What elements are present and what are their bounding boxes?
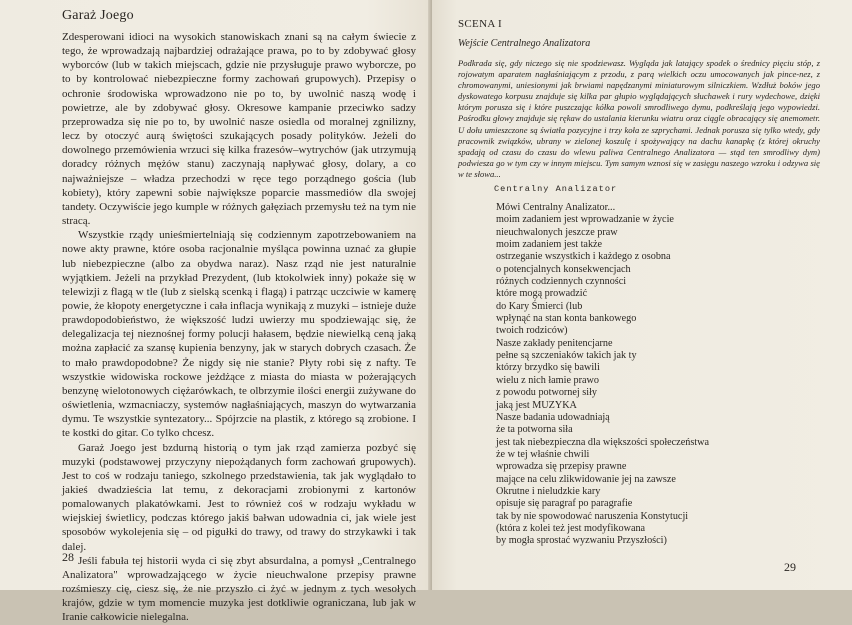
- paragraph: Wszystkie rządy unieśmiertelniają się codziennym zapotrzebowaniem na nowe akty prawne, które osoba racjonalnie myśląca powinna uznać za głupie lub niebezpieczne (albo za obydwa naraz). Nasz rząd nie jest naturalnie wyjątkiem. Jeżeli na przykład Prezydent, (lub ktokolwiek inny) pokaże się w telewizji z flagą w tle (lub z sielską scenką i flagą) i patrząc uczciwie w kamerę powie, że kłopoty energetyczne i cała inflacja wynikają z muzyki – istnieje duże prawdopodobieństwo, że większość ludzi uwierzy mu spodziewając się, że delegalizacja tej nieznośnej formy polucji hałasem, będzie niewielką ceną jaką można zapłacić za szansę kupienia benzyny, jak w starych dobrych czasach. Że to mało prawdopodobne? Że nigdy się nie stanie? Płyty robi się z nafty. Te wszystkie widowiska rockowe jeżdżące z miasta do miasta w pożerających benzynę wielotonowych ciężarówkach, te olbrzymie ilości energii zużywane do oświetlenia, wzmacniaczy, systemów nagłaśniających, maszyn do wytwarzania dymu. Te wszystkie syntezatory... Spójrzcie na plastik, z którego są zrobione. I te kostki do gitar. Co tylko chcesz.: [62, 229, 416, 440]
- verse-line: nieuchwalonych jeszcze praw: [496, 226, 618, 238]
- body-text: [62, 30, 416, 625]
- scene-title: SCENA I: [458, 18, 502, 30]
- verse-line: o potencjalnych konsekwencjach: [496, 263, 631, 275]
- verse-line: z powodu potwornej siły: [496, 387, 598, 399]
- verse-block: [496, 202, 826, 548]
- verse-line: do Kary Śmierci (lub: [496, 300, 583, 312]
- verse-line: że ta potworna siła: [496, 424, 573, 436]
- verse-line: twoich rodziców): [496, 325, 568, 337]
- verse-line: że w tej właśnie chwili: [496, 448, 590, 460]
- verse-line: jaką jest MUZYKA: [496, 399, 577, 411]
- verse-line: wprowadza się przepisy prawne: [496, 461, 627, 473]
- verse-line: Okrutne i nieludzkie kary: [496, 485, 601, 497]
- page-number: 28: [62, 550, 74, 564]
- verse-line: tak by nie spowodować naruszenia Konstytucji: [496, 510, 689, 522]
- verse-line: ostrzeganie wszystkich i każdego z osobna: [496, 251, 671, 263]
- verse-line: Mówi Centralny Analizator...: [496, 202, 616, 213]
- verse-line: wielu z nich łamie prawo: [496, 374, 599, 386]
- running-head: Garaż Joego: [62, 8, 134, 23]
- paragraph: Garaż Joego jest bzdurną historią o tym jak rząd zamierza pozbyć się muzyki (podstawowej przyczyny niepożądanych form zachowań grupowych). Jest to coś w rodzaju taniego, szkolnego przedstawienia, tak jak wyglądało to jakieś dwadzieścia lat temu, z dekoracjami zrobionymi z kartonów pomalowanych plakatówkami. Jest to również coś w rodzaju wykładu w wiejskiej świetlicy, podczas którego jakiś bałwan udowadnia ci, jak wiele jest sposobów wykolejenia się – od pigułki do trawy, od trawy do strzykawki i tak dalej.: [62, 441, 416, 553]
- verse-line: którzy brzydko się bawili: [496, 362, 600, 374]
- paragraph: Jeśli fabuła tej historii wyda ci się zbyt absurdalna, a pomysł „Centralnego Analizatora" wprowadzającego w życie nieuchwalone przepisy prawne rozśmieszy cię, ciesz się, że nie przyszło ci żyć w jednym z tych wesołych krajów, gdzie w tym momencie muzyka jest dotkliwie ograniczana, lub jak w Iranie całkowicie nielegalna.: [62, 554, 416, 624]
- paragraph: Zdesperowani idioci na wysokich stanowiskach znani są na całym świecie z tego, że wprowadzają najbardziej odrażające prawa, po to by zdobywać głosy wyborców (lub w takich miejscach, gdzie nie przysługuje prawo wyborcze, po to by kontrolować niebezpieczne formy zachowań grupowych). Przepisy o ochronie środowiska wprowadzono nie po to, by uwolnić naszą wodę i powietrze, ale by zdobywać głosy. Okresowe kampanie przeciwko sadzy przeprowadza się nie po to, by uwolnić nasze osiedla od moralnej zgnilizny, lecz by otoczyć aurą świętości szukających posady polityków. Jeżeli do dowolnego przemówienia wrzuci się kilka frazesów–wytrychów (jak utrzymują doradcy różnych mężów stanu) zaczynają napływać głosy, dolary, a co najważniejsze – władza przechodzi w ręce tego porządnego gościa (lub kobiety), który zapewni sobie największe poparcie massmediów dla swojej tandety. Oczywiście jego kumple w różnych gałęziach przemysłu też na tym nie stracą.: [62, 31, 416, 228]
- verse-line: (która z kolei też jest modyfikowana: [496, 522, 646, 534]
- verse-line: Nasze badania udowadniają: [496, 411, 610, 423]
- verse-line: które mogą prowadzić: [496, 288, 588, 300]
- verse-line: wpłynąć na stan konta bankowego: [496, 313, 637, 325]
- right-page: [432, 0, 852, 590]
- speaker-name: Centralny Analizator: [494, 184, 618, 194]
- verse-line: opisuje się paragraf po paragrafie: [496, 498, 633, 510]
- scene-subtitle: Wejście Centralnego Analizatora: [458, 38, 591, 49]
- page-number: 29: [784, 560, 796, 574]
- verse-line: moim zadaniem jest wprowadzanie w życie: [496, 214, 674, 226]
- verse-line: by mogła sprostać wyzwaniu Przyszłości): [496, 535, 667, 547]
- verse-line: moim zadaniem jest także: [496, 239, 603, 251]
- verse-line: pełne są szczeniaków takich jak ty: [496, 350, 637, 362]
- stage-direction: Podkrada się, gdy niczego się nie spodziewasz. Wygląda jak latający spodek o średnicy pięciu stóp, z rojowatym aparatem nagłaśniającym z przodu, z parą wielkich oczu umocowanych jak pince-nez, z chromowanymi, uniesionymi jak brwiami napędzanymi miniaturowym silniczkiem. Wzdłuż boków jego dyskowatego korpusu znajduje się kilka par głupio wyglądających słuchawek i rury wydechowe, dzięki którym porusza się i które puszczając kółka powoli smrodliwego dymu, podkreślają jego wypowiedzi. Pośrodku głowy znajduje się rękaw do ustalania kierunku wiatru oraz ciągle obracający się anemometr. U dołu umieszczone są światła pozycyjne i trzy koła ze szprychami. Jednak porusza się tylko wtedy, gdy pracownik związków, ubrany w zielonej koszulę i spożywający na dachu kanapkę (z której okruchy spadają od czasu do czasu do wlewu paliwa Centralnego Analizatora — stąd ten smrodliwy dym) podwiesza go w tym czy w innym miejscu. Tym samym wznosi się w zasięgu naszego wzroku i odzywa się w te słowa...: [458, 58, 820, 179]
- verse-line: różnych codziennych czynności: [496, 276, 627, 288]
- verse-line: mające na celu zlikwidowanie jej na zawsze: [496, 473, 676, 485]
- verse-line: jest tak niebezpieczna dla większości społeczeństwa: [496, 436, 709, 448]
- verse-line: Nasze zakłady penitencjarne: [496, 337, 613, 349]
